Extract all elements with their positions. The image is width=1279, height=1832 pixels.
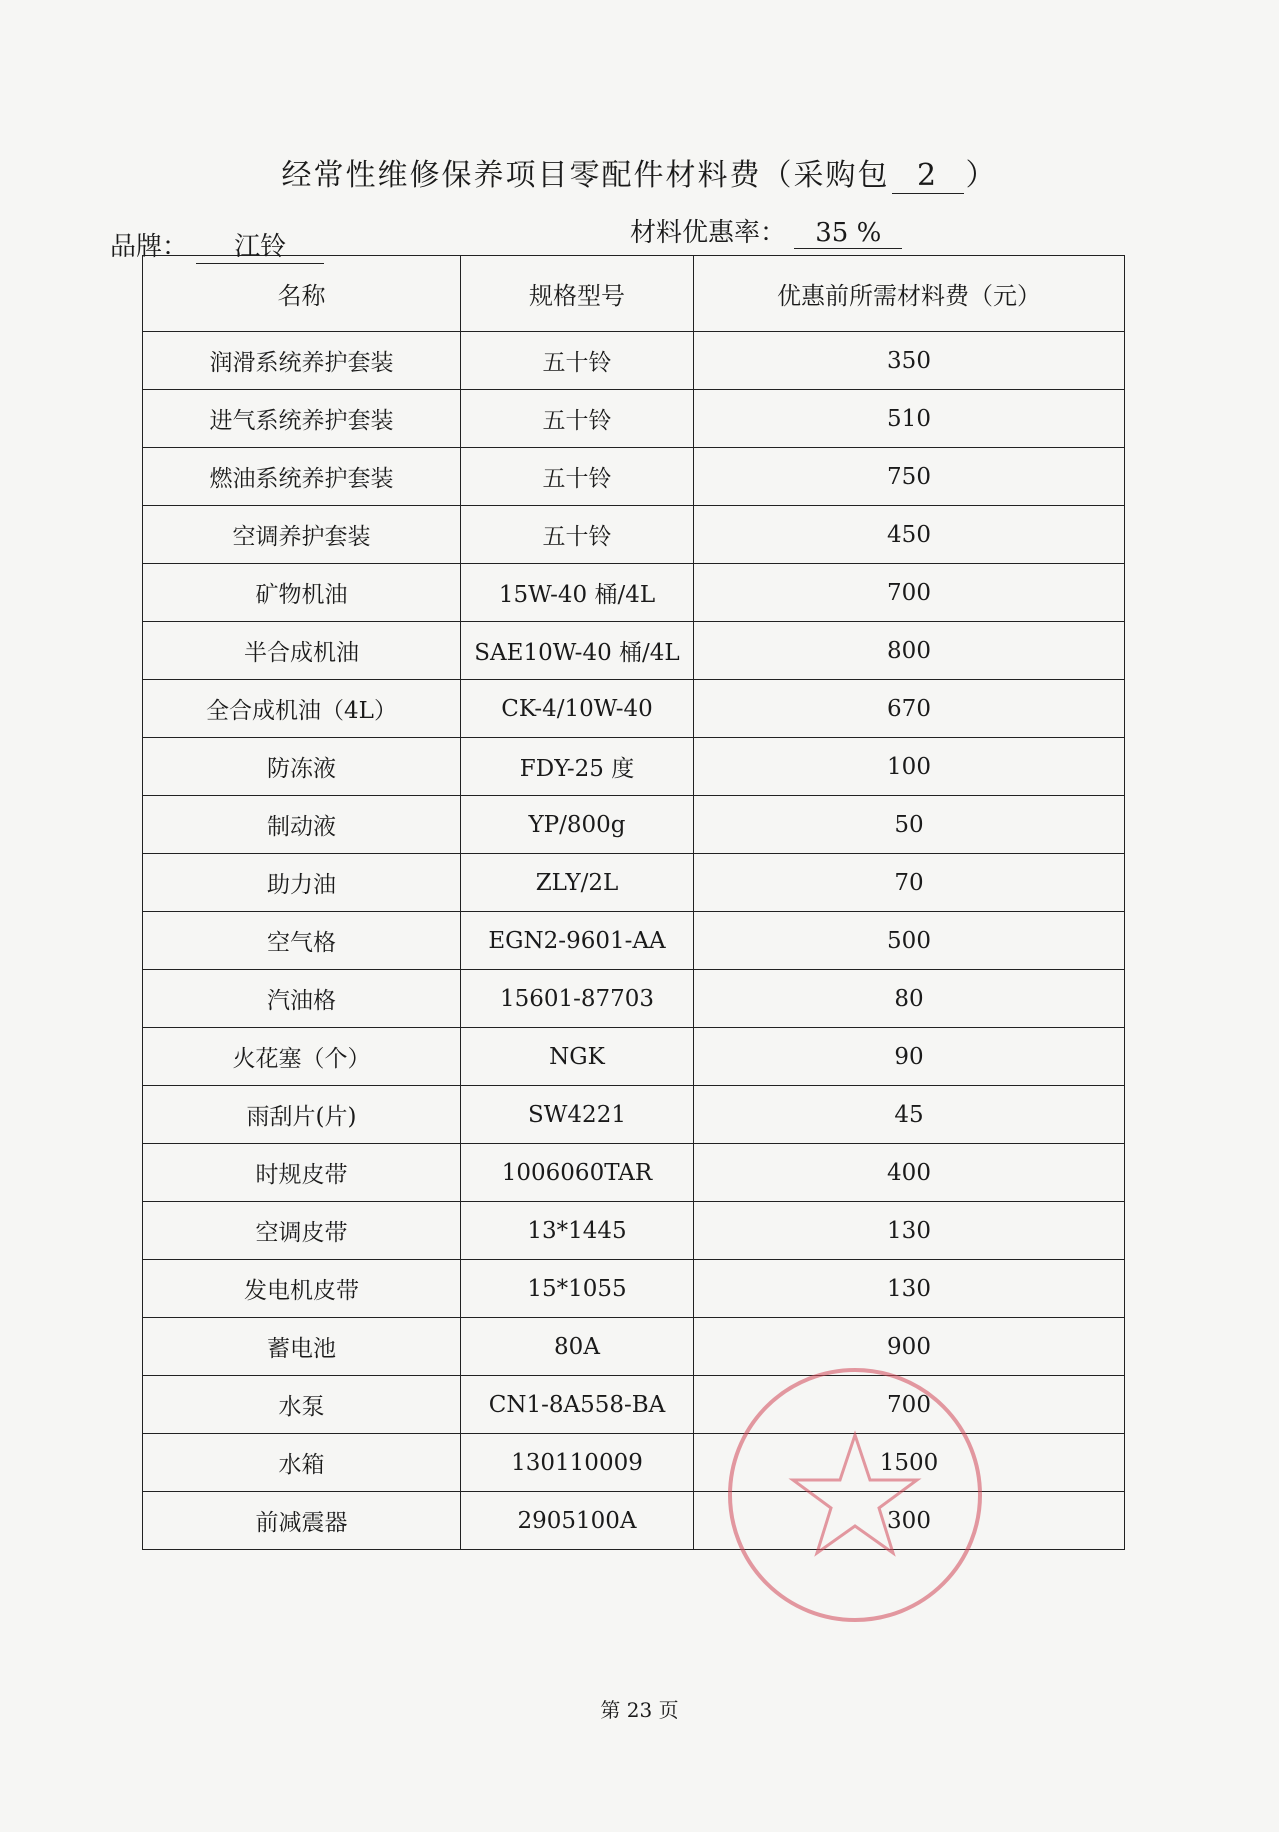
table-row <box>143 1376 1125 1434</box>
cell-spec: ZLY/2L <box>461 854 694 912</box>
cell-price: 80 <box>694 970 1125 1028</box>
cell-name: 前减震器 <box>143 1492 461 1550</box>
cell-price: 100 <box>694 738 1125 796</box>
parts-table <box>142 255 1125 1550</box>
table-row <box>143 1318 1125 1376</box>
cell-spec: 五十铃 <box>461 390 694 448</box>
cell-spec: CK-4/10W-40 <box>461 680 694 738</box>
cell-spec: FDY-25 度 <box>461 738 694 796</box>
cell-name: 助力油 <box>143 854 461 912</box>
cell-price: 700 <box>694 564 1125 622</box>
cell-price: 70 <box>694 854 1125 912</box>
cell-price: 90 <box>694 1028 1125 1086</box>
cell-price: 1500 <box>694 1434 1125 1492</box>
cell-name: 空调皮带 <box>143 1202 461 1260</box>
cell-name: 燃油系统养护套装 <box>143 448 461 506</box>
cell-price: 670 <box>694 680 1125 738</box>
cell-price: 350 <box>694 332 1125 390</box>
cell-spec: 五十铃 <box>461 448 694 506</box>
table-row <box>143 796 1125 854</box>
table-row <box>143 1202 1125 1260</box>
title-prefix: 经常性维修保养项目零配件材料费（采购包 <box>281 158 890 193</box>
cell-spec: SAE10W-40 桶/4L <box>461 622 694 680</box>
cell-price: 50 <box>694 796 1125 854</box>
cell-price: 750 <box>694 448 1125 506</box>
table-row <box>143 912 1125 970</box>
cell-spec: 80A <box>461 1318 694 1376</box>
cell-name: 水箱 <box>143 1434 461 1492</box>
cell-name: 火花塞（个） <box>143 1028 461 1086</box>
cell-price: 800 <box>694 622 1125 680</box>
table-row <box>143 332 1125 390</box>
cell-name: 润滑系统养护套装 <box>143 332 461 390</box>
table-row <box>143 622 1125 680</box>
table-row <box>143 738 1125 796</box>
cell-name: 半合成机油 <box>143 622 461 680</box>
cell-name: 汽油格 <box>143 970 461 1028</box>
table-row <box>143 970 1125 1028</box>
cell-name: 制动液 <box>143 796 461 854</box>
discount-label: 材料优惠率： <box>630 218 787 248</box>
cell-name: 矿物机油 <box>143 564 461 622</box>
header-spec: 规格型号 <box>461 256 694 332</box>
table-row <box>143 390 1125 448</box>
brand-label: 品牌： <box>110 232 189 262</box>
cell-name: 水泵 <box>143 1376 461 1434</box>
brand-value: 江铃 <box>196 226 324 264</box>
table-row <box>143 564 1125 622</box>
cell-spec: 13*1445 <box>461 1202 694 1260</box>
cell-price: 130 <box>694 1202 1125 1260</box>
cell-price: 500 <box>694 912 1125 970</box>
cell-name: 防冻液 <box>143 738 461 796</box>
cell-spec: NGK <box>461 1028 694 1086</box>
discount-value: 35 % <box>794 218 902 249</box>
cell-name: 发电机皮带 <box>143 1260 461 1318</box>
cell-price: 450 <box>694 506 1125 564</box>
table-row <box>143 506 1125 564</box>
cell-spec: 15W-40 桶/4L <box>461 564 694 622</box>
cell-spec: 15601-87703 <box>461 970 694 1028</box>
cell-price: 400 <box>694 1144 1125 1202</box>
discount-line <box>630 212 902 249</box>
cell-spec: EGN2-9601-AA <box>461 912 694 970</box>
cell-price: 900 <box>694 1318 1125 1376</box>
cell-price: 300 <box>694 1492 1125 1550</box>
cell-name: 时规皮带 <box>143 1144 461 1202</box>
table-row <box>143 1492 1125 1550</box>
cell-spec: 130110009 <box>461 1434 694 1492</box>
table-row <box>143 1028 1125 1086</box>
table-row <box>143 448 1125 506</box>
table-row <box>143 1144 1125 1202</box>
title-suffix: ） <box>965 158 998 193</box>
header-name: 名称 <box>143 256 461 332</box>
document-title <box>0 150 1279 194</box>
cell-price: 700 <box>694 1376 1125 1434</box>
cell-name: 空调养护套装 <box>143 506 461 564</box>
table-row <box>143 1086 1125 1144</box>
cell-price: 130 <box>694 1260 1125 1318</box>
cell-name: 全合成机油（4L） <box>143 680 461 738</box>
cell-spec: YP/800g <box>461 796 694 854</box>
table-header-row <box>143 256 1125 332</box>
cell-price: 510 <box>694 390 1125 448</box>
cell-spec: SW4221 <box>461 1086 694 1144</box>
table-row <box>143 1434 1125 1492</box>
cell-spec: 五十铃 <box>461 332 694 390</box>
cell-spec: 15*1055 <box>461 1260 694 1318</box>
cell-name: 空气格 <box>143 912 461 970</box>
table-row <box>143 854 1125 912</box>
package-number: 2 <box>892 158 964 194</box>
cell-name: 进气系统养护套装 <box>143 390 461 448</box>
cell-price: 45 <box>694 1086 1125 1144</box>
cell-name: 蓄电池 <box>143 1318 461 1376</box>
cell-spec: CN1-8A558-BA <box>461 1376 694 1434</box>
header-price: 优惠前所需材料费（元） <box>694 256 1125 332</box>
cell-spec: 2905100A <box>461 1492 694 1550</box>
page-number: 第 23 页 <box>600 1698 679 1722</box>
cell-spec: 1006060TAR <box>461 1144 694 1202</box>
table-row <box>143 1260 1125 1318</box>
cell-name: 雨刮片(片) <box>143 1086 461 1144</box>
cell-spec: 五十铃 <box>461 506 694 564</box>
table-row <box>143 680 1125 738</box>
